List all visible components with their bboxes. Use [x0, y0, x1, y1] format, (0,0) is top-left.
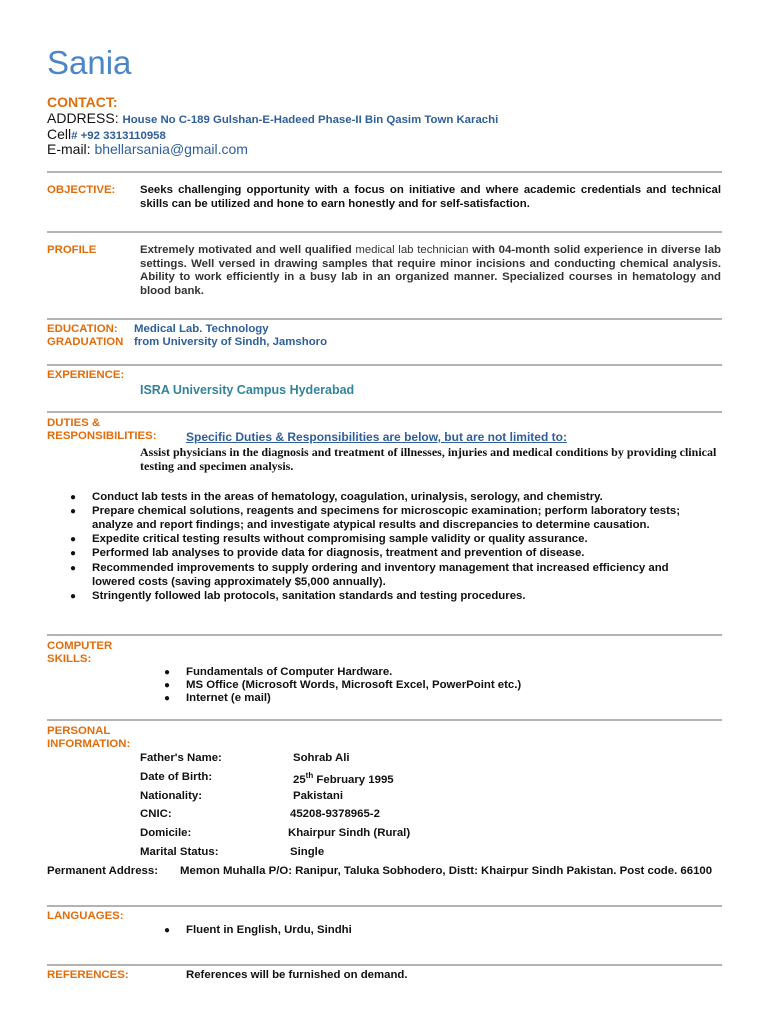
computer-heading-line2: SKILLS:	[47, 653, 92, 665]
profile-text	[140, 244, 721, 298]
divider	[47, 318, 722, 320]
bullet-icon: ●	[164, 925, 171, 936]
computer-heading-line1: COMPUTER	[47, 640, 113, 652]
dob-suffix: th	[305, 771, 314, 780]
profile-text-a: Extremely motivated and well qualified	[140, 244, 356, 256]
email-link[interactable]: bhellarsania@gmail.com	[94, 141, 248, 157]
dob-rest: February 1995	[313, 773, 394, 786]
profile-text-role: medical lab technician	[355, 244, 469, 256]
duties-heading-line1: DUTIES &	[47, 417, 101, 429]
permanent-address-value: Memon Muhalla P/O: Ranipur, Taluka Sobhodero, Distt: Khairpur Sindh Pakistan. Post code. 66100	[180, 865, 713, 877]
bullet-icon: ●	[70, 548, 77, 559]
experience-heading: EXPERIENCE:	[47, 369, 125, 381]
cell-line	[47, 126, 166, 142]
bullet-icon: ●	[70, 534, 77, 545]
skill-item-text: Internet (e mail)	[186, 692, 271, 704]
address-value: House No C-189 Gulshan-E-Hadeed Phase-II Bin Qasim Town Karachi	[122, 114, 499, 126]
divider	[47, 964, 722, 966]
divider	[47, 231, 722, 233]
cnic-label: CNIC:	[140, 808, 172, 820]
bullet-icon: ●	[70, 492, 77, 503]
divider	[47, 364, 722, 366]
skill-item-text: Fundamentals of Computer Hardware.	[186, 666, 393, 678]
duty-item-text: Expedite critical testing results without compromising sample validity or quality assurance.	[92, 533, 588, 545]
languages-heading: LANGUAGES:	[47, 910, 124, 922]
permanent-address-label: Permanent Address:	[47, 865, 158, 877]
divider	[47, 634, 722, 636]
fathers-name-value: Sohrab Ali	[293, 752, 350, 764]
divider	[47, 905, 722, 907]
address-label: ADDRESS	[47, 110, 115, 126]
duty-item-text: Prepare chemical solutions, reagents and specimens for microscopic examination; perform laboratory tests; analyze and report findings; and investigate atypical results and discrepancies to determine causation.	[92, 505, 681, 531]
objective-text: Seeks challenging opportunity with a focus on initiative and where academic credentials and technical skills can be utilized and hone to earn honestly and for self-satisfaction.	[140, 184, 721, 210]
dob-value	[293, 771, 394, 786]
references-text: References will be furnished on demand.	[186, 969, 408, 981]
dob-label: Date of Birth:	[140, 771, 213, 783]
bullet-icon: ●	[164, 667, 171, 678]
domicile-value: Khairpur Sindh (Rural)	[288, 827, 411, 839]
candidate-name: Sania	[47, 44, 132, 81]
bullet-icon: ●	[164, 680, 171, 691]
email-line	[47, 141, 248, 157]
fathers-name-label: Father's Name:	[140, 752, 222, 764]
duty-item-text: Stringently followed lab protocols, sanitation standards and testing procedures.	[92, 590, 526, 602]
personal-heading-line2: INFORMATION:	[47, 738, 131, 750]
marital-value: Single	[290, 846, 325, 858]
skill-item-text: MS Office (Microsoft Words, Microsoft Excel, PowerPoint etc.)	[186, 679, 522, 691]
duties-intro: Assist physicians in the diagnosis and treatment of illnesses, injuries and medical conditions by providing clinical testing and specimen analysis.	[140, 445, 717, 473]
graduation-value: from University of Sindh, Jamshoro	[134, 336, 328, 348]
address-line	[47, 110, 498, 126]
divider	[47, 411, 722, 413]
divider	[47, 171, 722, 173]
education-heading: EDUCATION:	[47, 323, 118, 335]
bullet-icon: ●	[70, 506, 77, 517]
language-item-text: Fluent in English, Urdu, Sindhi	[186, 924, 352, 936]
graduation-heading: GRADUATION	[47, 336, 124, 348]
domicile-label: Domicile:	[140, 827, 192, 839]
address-separator: :	[114, 110, 119, 126]
nationality-value: Pakistani	[293, 790, 344, 802]
duty-item-text: Performed lab analyses to provide data for diagnosis, treatment and prevention of disease.	[92, 547, 585, 559]
duties-heading-line2: RESPONSIBILITIES:	[47, 430, 157, 442]
education-value: Medical Lab. Technology	[134, 323, 269, 335]
bullet-icon: ●	[164, 693, 171, 704]
bullet-icon: ●	[70, 591, 77, 602]
divider	[47, 719, 722, 721]
profile-text-c: with 04-month solid experience in diverse lab settings. Well versed in drawing samples that require minor incisions and conducting chemical analysis. Ability to work efficiently in a busy lab in an organized manner. Specialized courses in hematology and blood bank.	[140, 244, 721, 297]
duties-subheading: Specific Duties & Responsibilities are below, but are not limited to:	[186, 430, 567, 444]
cell-label: Cell	[47, 126, 72, 142]
cell-value: # +92 3313110958	[71, 130, 166, 142]
duty-item-text: Conduct lab tests in the areas of hematology, coagulation, urinalysis, serology, and chemistry.	[92, 491, 603, 503]
dob-day: 25	[293, 773, 306, 786]
objective-heading: OBJECTIVE:	[47, 184, 116, 196]
bullet-icon: ●	[70, 563, 77, 574]
profile-heading: PROFILE	[47, 244, 97, 256]
contact-heading: CONTACT:	[47, 94, 118, 110]
cnic-value: 45208-9378965-2	[290, 808, 380, 820]
email-label: E-mail:	[47, 141, 91, 157]
marital-label: Marital Status:	[140, 846, 219, 858]
nationality-label: Nationality:	[140, 790, 203, 802]
experience-value: ISRA University Campus Hyderabad	[140, 383, 355, 397]
references-heading: REFERENCES:	[47, 969, 129, 981]
duty-item-text: Recommended improvements to supply ordering and inventory management that increased efficiency and lowered costs (saving approximately $5,000 annually).	[92, 562, 669, 588]
personal-heading-line1: PERSONAL	[47, 725, 111, 737]
